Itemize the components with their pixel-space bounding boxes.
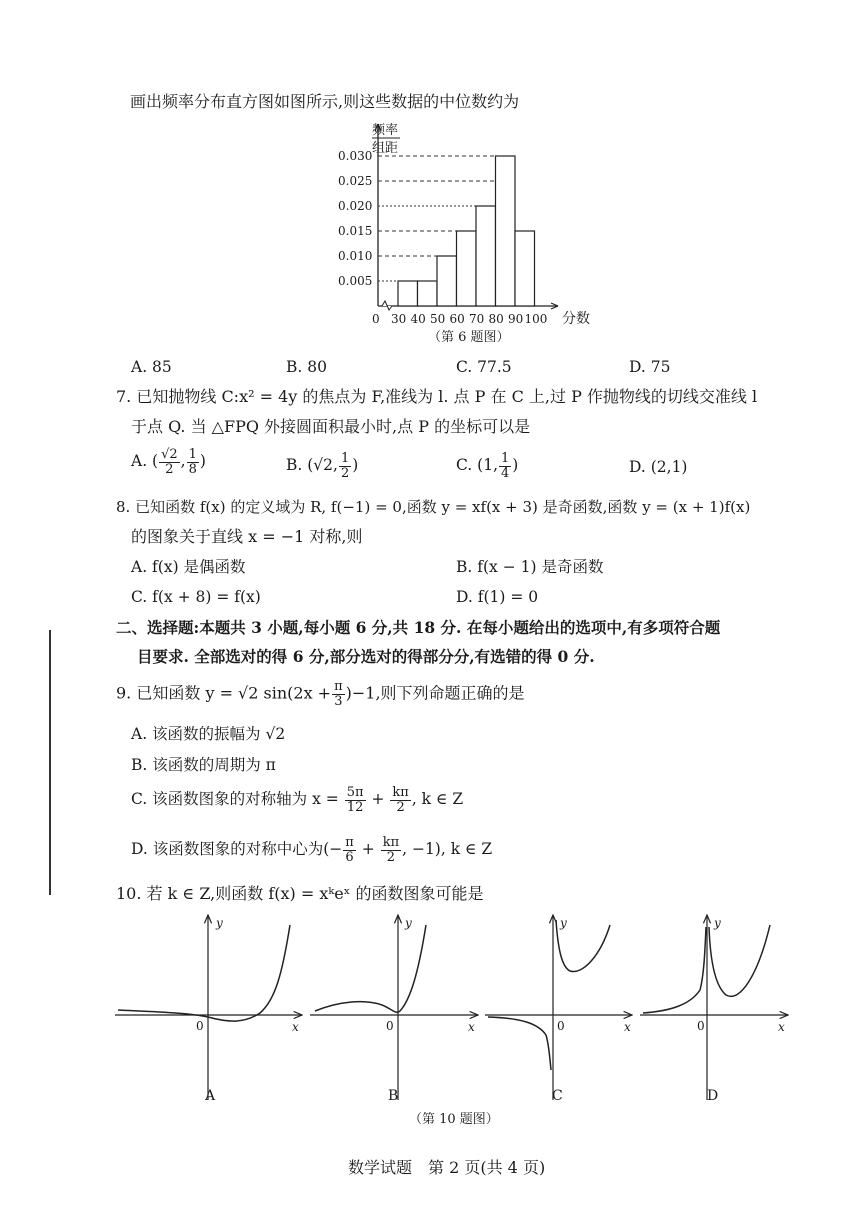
q9-option-d: D. 该函数图象的对称中心为(− $\frac{\pi}{6}$ + $\frac{k\pi}{2}$ , −1), k ∈ Z [131,835,493,865]
q7-option-a: A. ( $\frac{√2}{2}$ , $\frac{1}{8}$ ) [131,447,206,477]
q6-caption: （第 6 题图） [428,330,510,345]
q6-option-b: B. 80 [286,358,327,376]
q7-line1: 7. 已知抛物线 C:x² = 4y 的焦点为 F,准线为 l. 点 P 在 C 上,过 P 作抛物线的切线交准线 l [116,387,758,406]
graph-b-x-label: x [468,1020,475,1034]
x-origin-label: 0 [372,312,380,326]
x-tick-label: 50 [430,312,446,326]
graph-a-x-label: x [292,1020,299,1034]
q10-graphs [110,905,800,1105]
y-tick-label: 0.015 [338,224,373,238]
q8-line1: 8. 已知函数 f(x) 的定义域为 R, f(−1) = 0,函数 y = xf(x + 3) 是奇函数,函数 y = (x + 1)f(x) [116,498,751,516]
graph-b-origin: 0 [386,1019,394,1033]
graph-c-origin: 0 [557,1019,565,1033]
y-tick-label: 0.025 [338,174,373,188]
y-tick-label: 0.020 [338,199,373,213]
q10-caption: （第 10 题图） [409,1112,499,1127]
q6-histogram [330,118,600,326]
graph-c-label: C [552,1088,563,1104]
x-tick-label: 60 [449,312,465,326]
graph-b-y-label: y [405,916,412,930]
page-footer: 数学试题 第 2 页(共 4 页) [348,1158,546,1177]
histogram-bar [476,206,496,306]
graph-d-label: D [707,1088,719,1104]
y-tick-label: 0.005 [338,274,373,288]
x-tick-label: 40 [410,312,426,326]
graph-d-x-label: x [778,1020,785,1034]
q7-option-b: B. (√2, $\frac{1}{2}$ ) [286,451,359,481]
graph-d-y-label: y [714,916,721,930]
graph-b-label: B [388,1088,399,1104]
q6-option-a: A. 85 [131,358,172,376]
x-tick-label: 100 [524,312,548,326]
y-label-bottom: 组距 [372,141,399,156]
q6-option-d: D. 75 [629,358,671,376]
histogram-bar [418,281,438,306]
q8-option-b: B. f(x − 1) 是奇函数 [456,558,604,576]
q7-option-d: D. (2,1) [629,458,688,476]
graph-b [310,915,478,1104]
graph-c-x-label: x [624,1020,631,1034]
graph-a-label: A [205,1088,216,1104]
q9-stem: 9. 已知函数 y = √2 sin(2x + $\frac{\pi}{3}$ )−1,则下列命题正确的是 [116,679,525,709]
y-tick-label: 0.010 [338,249,373,263]
q8-option-d: D. f(1) = 0 [456,588,539,606]
histogram-bar [496,156,516,306]
histogram-bar [515,231,535,306]
q7-line2: 于点 Q. 当 △FPQ 外接圆面积最小时,点 P 的坐标可以是 [131,417,531,436]
graph-d [640,915,788,1104]
q6-stem: 画出频率分布直方图如图所示,则这些数据的中位数约为 [130,92,520,111]
x-tick-label: 90 [508,312,524,326]
q9-option-a: A. 该函数的振幅为 √2 [131,725,286,743]
graph-a-y-label: y [216,916,223,930]
q10-stem: 10. 若 k ∈ Z,则函数 f(x) = xᵏeˣ 的函数图象可能是 [116,884,484,903]
q9-option-c: C. 该函数图象的对称轴为 x = $\frac{5\pi}{12}$ + $\frac{k\pi}{2}$ , k ∈ Z [131,785,464,815]
histogram-bar [437,256,457,306]
histogram-bar [457,231,477,306]
y-tick-label: 0.030 [338,149,373,163]
graph-a [115,915,302,1104]
x-tick-label: 70 [469,312,485,326]
y-label-top: 频率 [372,123,399,138]
q7-option-c: C. (1, $\frac{1}{4}$ ) [456,451,519,481]
binding-margin-line [49,630,51,895]
section2-line1: 二、选择题:本题共 3 小题,每小题 6 分,共 18 分. 在每小题给出的选项中,有多项符合题 [116,618,721,637]
q8-line2: 的图象关于直线 x = −1 对称,则 [131,527,363,546]
graph-c [485,915,632,1104]
q9-option-b: B. 该函数的周期为 π [131,756,276,774]
histogram-bar [398,281,418,306]
section2-line2: 目要求. 全部选对的得 6 分,部分选对的得部分分,有选错的得 0 分. [137,647,595,666]
graph-c-y-label: y [560,916,567,930]
graph-d-origin: 0 [697,1019,705,1033]
q6-option-c: C. 77.5 [456,358,512,376]
q8-option-a: A. f(x) 是偶函数 [131,558,246,576]
x-axis-label: 分数 [562,311,590,326]
q8-option-c: C. f(x + 8) = f(x) [131,588,261,606]
x-tick-label: 80 [488,312,504,326]
x-tick-label: 30 [391,312,407,326]
graph-a-origin: 0 [196,1019,204,1033]
